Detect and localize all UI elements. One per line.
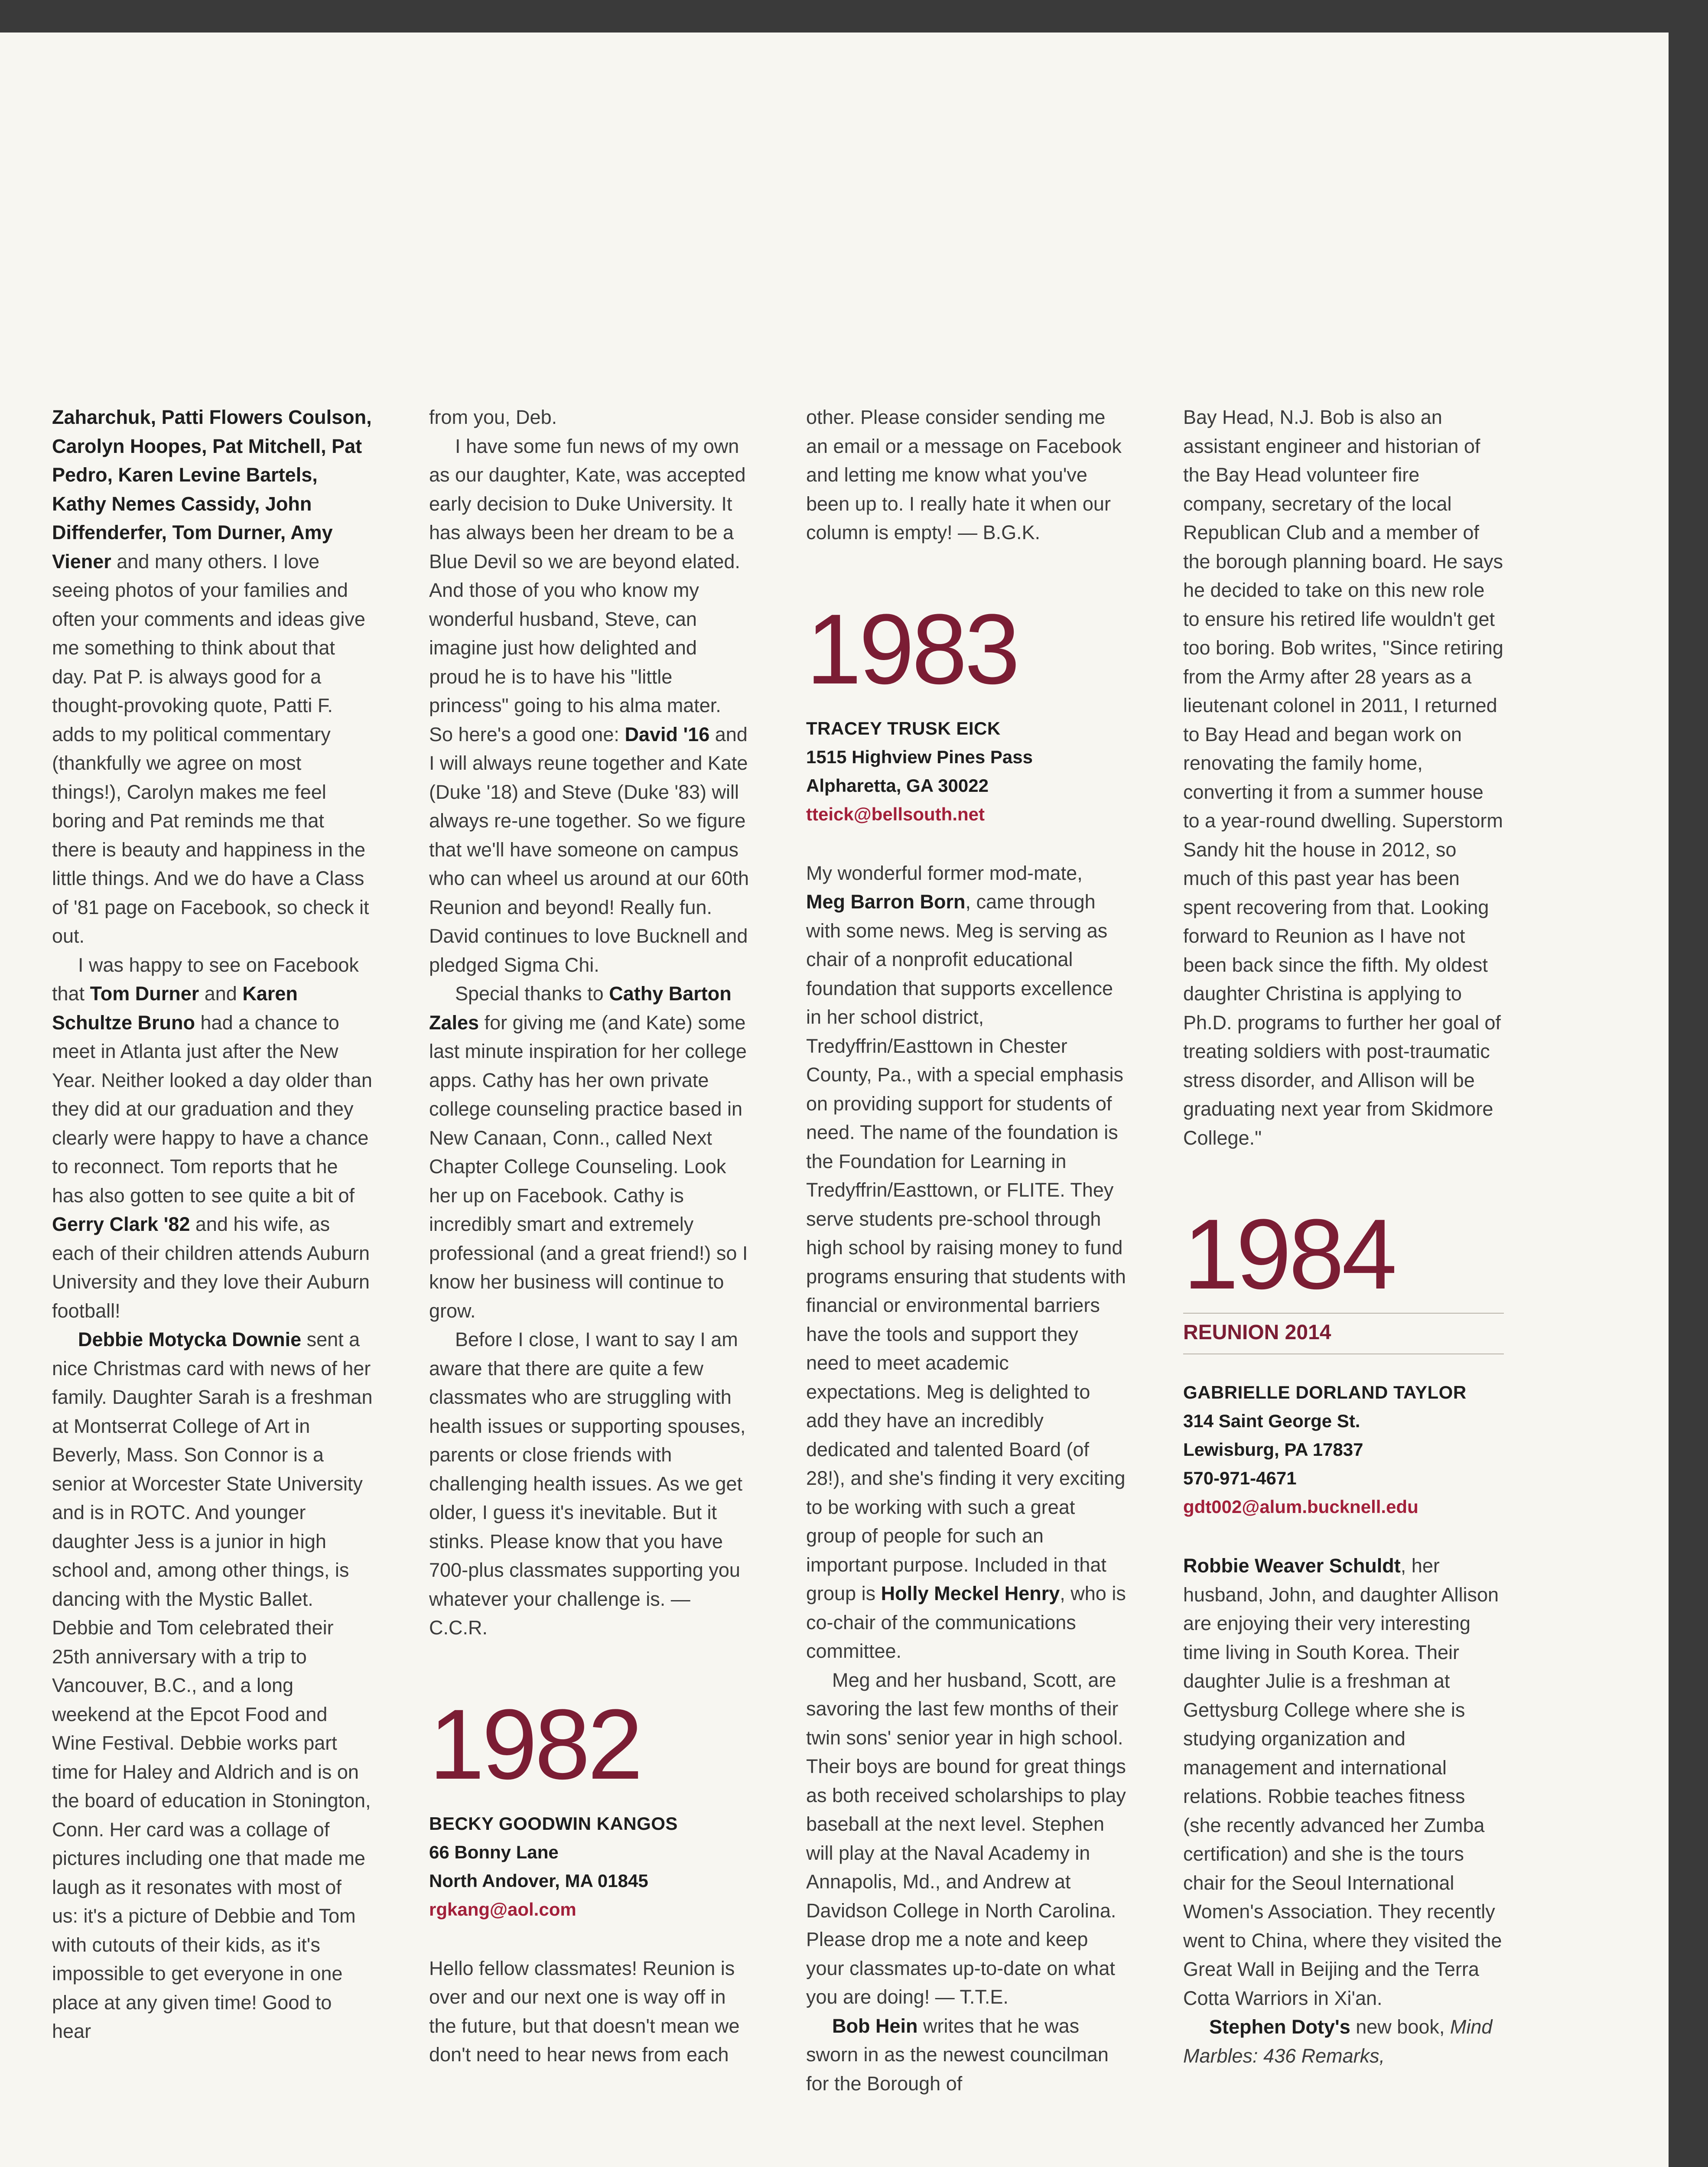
secretary-name: GABRIELLE DORLAND TAYLOR — [1183, 1382, 1467, 1402]
paragraph: from you, Deb. — [429, 406, 557, 428]
paragraph-text: sent a nice Christmas card with news of her family. Daughter Sarah is a freshman at Montserrat College of Art in Beverly, Mass. Son Connor is a senior at Worcester State University and is in ROTC. And younger daughter Jess is a junior in high school and, among other things, is dancing with the Mystic Ballet. Debbie and Tom celebrated their 25th anniversary with a trip to Vancouver, B.C., and a long weekend at the Epcot Food and Wine Festival. Debbie works part time for Haley and Aldrich and is on the board of education in Stonington, Conn. Her card was a collage of pictures including one that made me laugh as it resonates with most of us: it's a picture of Debbie and Tom with cutouts of their kids, as it's impossible to get everyone in one place at any given time! Good to hear — [52, 1328, 373, 2042]
paragraph — [806, 2012, 1127, 2099]
email-link[interactable]: gdt002@alum.bucknell.edu — [1183, 1497, 1418, 1517]
paragraph: Bay Head, N.J. Bob is also an assistant engineer and historian of the Bay Head volunteer fire company, secretary of the local Republican Club and a member of the borough planning board. He says he decided to take on this new role to ensure his retired life wouldn't get too boring. Bob writes, "Since retiring from the Army after 28 years as a lieutenant colonel in 2011, I returned to Bay Head and began work on renovating the family home, converting it from a summer house to a year-round dwelling. Superstorm Sandy hit the house in 2012, so much of this past year has been spent recovering from that. Looking forward to Reunion as I have not been back since the fifth. My oldest daughter Christina is applying to Ph.D. programs to further her goal of treating soldiers with post-traumatic stress disorder, and Allison will be graduating next year from Skidmore College." — [1183, 406, 1503, 1149]
classmate-name: Meg Barron Born — [806, 891, 966, 913]
column-3 — [806, 403, 1127, 2098]
paragraph — [429, 432, 750, 980]
street-address: 314 Saint George St. — [1183, 1411, 1360, 1431]
paragraph-text: and his wife, as each of their children attends Auburn University and they love their Auburn football! — [52, 1213, 370, 1322]
paragraph-text: I was happy to see on Facebook that — [52, 953, 359, 1005]
classmate-name: Bob Hein — [832, 2014, 918, 2037]
paragraph-text: had a chance to meet in Atlanta just after the New Year. Neither looked a day older than they did at our graduation and they clearly were happy to have a chance to reconnect. Tom reports that he has also gotten to see quite a bit of — [52, 1011, 372, 1207]
city-state-zip: Lewisburg, PA 17837 — [1183, 1439, 1363, 1460]
paragraph — [1183, 1552, 1504, 2013]
paragraph — [52, 951, 373, 1326]
paragraph-text: and — [199, 983, 243, 1005]
classmate-name: David '16 — [625, 723, 710, 745]
paragraph — [429, 979, 750, 1325]
secretary-name: TRACEY TRUSK EICK — [806, 718, 1001, 739]
paragraph — [806, 859, 1127, 1666]
column-2 — [429, 403, 750, 2069]
paragraph-text: Special thanks to — [455, 983, 609, 1005]
magazine-page — [0, 33, 1669, 2167]
email-link[interactable]: tteick@bellsouth.net — [806, 804, 985, 824]
classmate-name: Stephen Doty's — [1209, 2016, 1350, 2038]
classmate-name: Karen Schultze Bruno — [52, 983, 298, 1034]
paragraph-text: new book, — [1350, 2016, 1450, 2038]
classmate-name: Cathy Barton Zales — [429, 983, 732, 1034]
city-state-zip: North Andover, MA 01845 — [429, 1870, 648, 1891]
class-year-heading: 1984 — [1183, 1198, 1395, 1310]
paragraph-text: and I will always reune together and Kate (Duke '18) and Steve (Duke '83) will always re-une together. So we figure that we'll have someone on campus who can wheel us around at our 60th Reunion and beyond! Really fun. David continues to love Bucknell and pledged Sigma Chi. — [429, 723, 749, 976]
classmate-name: Holly Meckel Henry — [881, 1582, 1060, 1604]
paragraph-text: , who is co-chair of the communications committee. — [806, 1582, 1126, 1662]
paragraph — [1183, 2013, 1504, 2070]
paragraph-text: , her husband, John, and daughter Allison are enjoying their very interesting time living in South Korea. Their daughter Julie is a freshman at Gettysburg College where she is studying organization and management and international relations. Robbie teaches fitness (she recently advanced her Zumba certification) and she is the tours chair for the Seoul International Women's Association. They recently went to China, where they visited the Great Wall in Beijing and the Terra Cotta Warriors in Xi'an. — [1183, 1555, 1502, 2009]
city-state-zip: Alpharetta, GA 30022 — [806, 775, 989, 796]
email-link[interactable]: rgkang@aol.com — [429, 1899, 576, 1920]
paragraph-text: My wonderful former mod-mate, — [806, 862, 1083, 884]
column-4 — [1183, 403, 1504, 2070]
paragraph-text: writes that he was sworn in as the newest councilman for the Borough of — [806, 2014, 1109, 2095]
street-address: 1515 Highview Pines Pass — [806, 746, 1033, 767]
reunion-banner: REUNION 2014 — [1183, 1313, 1504, 1354]
classmate-names: Zaharchuk, Patti Flowers Coulson, Carolyn Hoopes, Pat Mitchell, Pat Pedro, Karen Levine Bartels, Kathy Nemes Cassidy, John Diffenderfer, Tom Durner, Amy Viener — [52, 406, 372, 573]
paragraph-text: I have some fun news of my own as our daughter, Kate, was accepted early decision to Duke University. It has always been her dream to be a Blue Devil so we are beyond elated. And those of you who know my wonderful husband, Steve, can imagine just how delighted and proud he is to have his "little princess" going to his alma mater. So here's a good one: — [429, 435, 746, 745]
column-1 — [52, 403, 373, 2046]
paragraph-text: for giving me (and Kate) some last minute inspiration for her college apps. Cathy has her own private college counseling practice based in New Canaan, Conn., called Next Chapter College Counseling. Look her up on Facebook. Cathy is incredibly smart and extremely professional (and a great friend!) so I know her business will continue to grow. — [429, 1011, 748, 1322]
secretary-name: BECKY GOODWIN KANGOS — [429, 1813, 678, 1834]
book-title: Mind Marbles: 436 Remarks, — [1183, 2016, 1493, 2067]
classmate-name: Gerry Clark '82 — [52, 1213, 190, 1235]
classmate-name: Debbie Motycka Downie — [78, 1328, 302, 1350]
classmate-name: Robbie Weaver Schuldt — [1183, 1555, 1401, 1577]
class-secretary-address — [1183, 1378, 1504, 1521]
paragraph-text: and many others. I love seeing photos of your families and often your comments and ideas give me something to think about that day. Pat P. is always good for a thought-provoking quote, Patti F. adds to my political commentary (thankfully we agree on most things!), Carolyn makes me feel boring and Pat reminds me that there is beauty and happiness in the little things. And we do have a Class of '81 page on Facebook, so check it out. — [52, 550, 369, 947]
class-secretary-address — [806, 714, 1127, 829]
phone-number: 570-971-4671 — [1183, 1468, 1297, 1488]
class-year-heading: 1982 — [429, 1688, 641, 1800]
paragraph: other. Please consider sending me an email or a message on Facebook and letting me know what you've been up to. I really hate it when our column is empty! — B.G.K. — [806, 406, 1122, 543]
paragraph-text: , came through with some news. Meg is serving as chair of a nonprofit educational foundation that supports excellence in her school district, Tredyffrin/Easttown in Chester County, Pa., with a special emphasis on providing support for students of need. The name of the foundation is the Foundation for Learning in Tredyffrin/Easttown, or FLITE. They serve students pre-school through high school by raising money to fund programs ensuring that students with financial or environmental barriers have the tools and support they need to meet academic expectations. Meg is delighted to add they have an incredibly dedicated and talented Board (of 28!), and she's finding it very exciting to be working with such a great group of people for such an important purpose. Included in that group is — [806, 891, 1126, 1604]
paragraph: Hello fellow classmates! Reunion is over and our next one is way off in the future, but that doesn't mean we don't need to hear news from each — [429, 1957, 740, 2066]
class-year-heading: 1983 — [806, 593, 1018, 705]
class-secretary-address — [429, 1809, 750, 1924]
paragraph: Meg and her husband, Scott, are savoring the last few months of their twin sons' senior year in high school. Their boys are bound for great things as both received scholarships to play baseball at the next level. Stephen will play at the Naval Academy in Annapolis, Md., and Andrew at Davidson College in North Carolina. Please drop me a note and keep your classmates up-to-date on what you are doing! — T.T.E. — [806, 1669, 1126, 2008]
street-address: 66 Bonny Lane — [429, 1842, 559, 1862]
paragraph: Before I close, I want to say I am aware that there are quite a few classmates who are struggling with health issues or supporting spouses, parents or close friends with challenging health issues. As we get older, I guess it's inevitable. But it stinks. Please know that you have 700-plus classmates supporting you whatever your challenge is. — C.C.R. — [429, 1328, 746, 1639]
paragraph — [52, 1325, 373, 2046]
paragraph — [52, 403, 373, 951]
classmate-name: Tom Durner — [90, 983, 199, 1005]
